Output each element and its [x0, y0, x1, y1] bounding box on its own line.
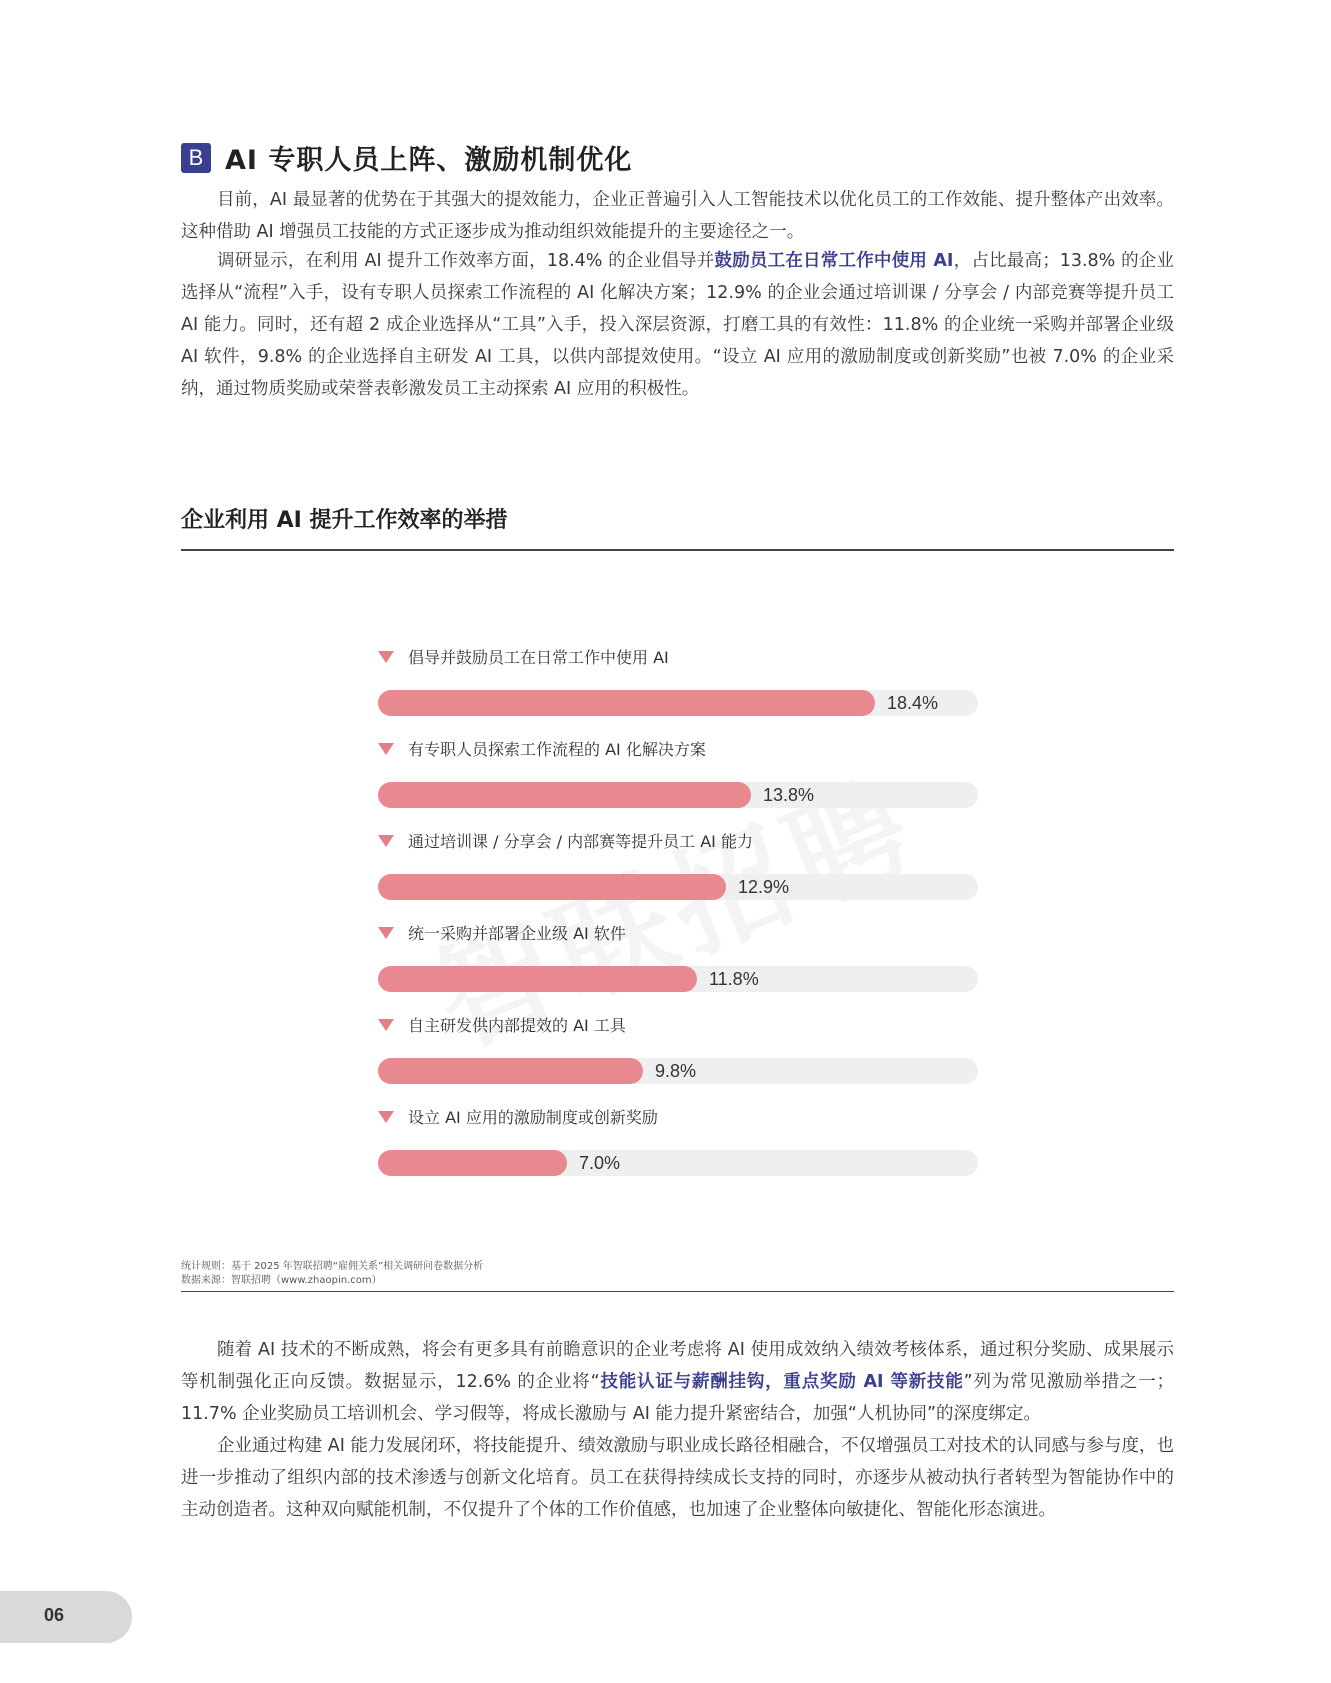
intro-paragraph-2: [181, 245, 1174, 405]
bar-category-text: 自主研发供内部提效的 AI 工具: [408, 1016, 626, 1035]
bar-category-text: 通过培训课 / 分享会 / 内部赛等提升员工 AI 能力: [408, 832, 753, 851]
bar: [378, 874, 726, 900]
chart-row: [378, 1013, 978, 1106]
page-number-tab: [0, 1591, 132, 1643]
bar-value-label: 7.0%: [579, 1153, 621, 1173]
bar-value-label: 18.4%: [887, 693, 939, 713]
bar-track: [378, 782, 978, 808]
footnote-rule-line: [181, 1291, 1174, 1292]
triangle-marker-icon: [378, 927, 394, 939]
chart-row: [378, 921, 978, 1014]
bar-value-label: 11.8%: [709, 969, 759, 989]
bar-category-text: 有专职人员探索工作流程的 AI 化解决方案: [408, 740, 706, 759]
outro-paragraph-1: [181, 1334, 1174, 1430]
intro-p2-text-a: 调研显示，在利用 AI 提升工作效率方面，18.4% 的企业倡导并: [217, 251, 715, 271]
triangle-marker-icon: [378, 651, 394, 663]
footnote-source: 数据来源：智联招聘（www.zhaopin.com）: [181, 1275, 382, 1286]
bar-category-label: [378, 921, 626, 944]
chart-row: [378, 829, 978, 922]
bar-category-label: [378, 829, 753, 852]
bar: [378, 1150, 567, 1176]
outro-p1-highlight: 技能认证与薪酬挂钩，重点奖励 AI 等新技能: [599, 1372, 964, 1392]
bar-track: [378, 874, 978, 900]
bar-value-label: 9.8%: [655, 1061, 697, 1081]
chart-row: [378, 645, 978, 738]
triangle-marker-icon: [378, 743, 394, 755]
chart-title: 企业利用 AI 提升工作效率的举措: [181, 508, 508, 533]
bar-category-label: [378, 645, 669, 668]
outro-p1-text-a: 随着 AI 技术的不断成熟，将会有更多具有前瞻意识的企业考虑将 AI 使用成效纳入绩效考核体系，通过积分奖励、成果展示等机制强化正向反馈。数据显示，12.6% 的企业将“: [181, 1340, 1174, 1392]
triangle-marker-icon: [378, 835, 394, 847]
chart-row: [378, 1105, 978, 1198]
intro-paragraph-1: 目前，AI 最显著的优势在于其强大的提效能力，企业正普遍引入人工智能技术以优化员工的工作效能、提升整体产出效率。这种借助 AI 增强员工技能的方式正逐步成为推动组织效能提升的主要途径之一。: [181, 190, 1174, 242]
outro-p1-text-b: ”列为常见激励举措之一；11.7% 企业奖励员工培训机会、学习假等，将成长激励与 AI 能力提升紧密结合，加强“人机协同”的深度绑定。: [181, 1372, 1174, 1424]
bar: [378, 1058, 643, 1084]
page-number: 06: [44, 1605, 65, 1625]
bar-category-text: 设立 AI 应用的激励制度或创新奖励: [408, 1108, 658, 1127]
intro-p2-highlight: 鼓励员工在日常工作中使用 AI: [714, 251, 954, 271]
bar: [378, 782, 751, 808]
chart-row: [378, 737, 978, 830]
bar-category-label: [378, 1105, 658, 1128]
bar-category-label: [378, 737, 706, 760]
bar: [378, 690, 875, 716]
triangle-marker-icon: [378, 1111, 394, 1123]
footnote-rule: 统计规则：基于 2025 年智联招聘“雇佣关系”相关调研问卷数据分析: [181, 1261, 484, 1272]
bar-track: [378, 966, 978, 992]
triangle-marker-icon: [378, 1019, 394, 1031]
bar-track: [378, 1150, 978, 1176]
outro-paragraph-2: 企业通过构建 AI 能力发展闭环，将技能提升、绩效激励与职业成长路径相融合，不仅增强员工对技术的认同感与参与度，也进一步推动了组织内部的技术渗透与创新文化培育。员工在获得持续成长支持的同时，亦逐步从被动执行者转型为智能协作中的主动创造者。这种双向赋能机制，不仅提升了个体的工作价值感，也加速了企业整体向敏捷化、智能化形态演进。: [181, 1436, 1174, 1520]
chart-top-rule: [181, 549, 1174, 551]
bar-category-text: 倡导并鼓励员工在日常工作中使用 AI: [408, 648, 669, 667]
bar-category-text: 统一采购并部署企业级 AI 软件: [408, 924, 626, 943]
section-title: AI 专职人员上阵、激励机制优化: [225, 145, 633, 176]
bar-value-label: 12.9%: [738, 877, 790, 897]
section-badge: B: [181, 143, 211, 173]
section-heading: [181, 138, 632, 177]
bar: [378, 966, 697, 992]
intro-p2-text-b: ，占比最高；13.8% 的企业选择从“流程”入手，设有专职人员探索工作流程的 AI 化解决方案；12.9% 的企业会通过培训课 / 分享会 / 内部竞赛等提升员工 AI 能力。同时，还有超 2 成企业选择从“工具”入手，投入深层资源，打磨工具的有效性：11.8% 的企业统一采购并部署企业级 AI 软件，9.8% 的企业选择自主研发 AI 工具，以供内部提效使用。“设立 AI 应用的激励制度或创新奖励”也被 7.0% 的企业采纳，通过物质奖励或荣誉表彰激发员工主动探索 AI 应用的积极性。: [181, 251, 1175, 399]
bar-category-label: [378, 1013, 626, 1036]
bar-value-label: 13.8%: [763, 785, 815, 805]
